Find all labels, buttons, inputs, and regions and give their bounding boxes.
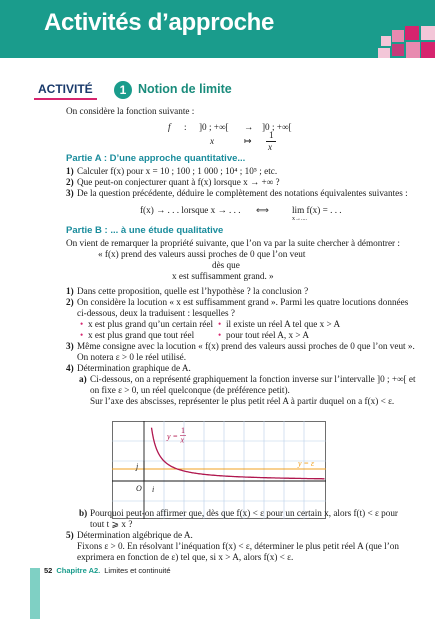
part-b-q5-number: 5) (66, 530, 74, 540)
decor-square (406, 42, 420, 58)
part-a-q2: Que peut-on conjecturer quant à f(x) lorsque x → +∞ ? (77, 177, 280, 187)
fn-den: x (268, 142, 273, 152)
bullet-icon: • (80, 319, 84, 329)
part-a-q1: Calculer f(x) pour x = 10 ; 100 ; 1 000 ; 10⁴ ; 10⁵ ; etc. (77, 166, 278, 176)
part-b-intro: On vient de remarquer la propriété suivante, que l’on va par la suite chercher à démontrer : (66, 238, 400, 248)
footer-accent-bar (30, 568, 40, 619)
part-b-quote-line2: dès que (212, 260, 240, 270)
part-b-q4a-line1: Ci-dessous, on a représenté graphiquement la fonction inverse sur l’intervalle ]0 ; +∞[ et (90, 374, 416, 384)
page-title: Activités d’approche (44, 9, 275, 36)
part-a-q3: De la question précédente, déduire le complètement des notations équivalentes suivantes : (77, 188, 408, 198)
part-b-q3-line1: Même consigne avec la locution « f(x) prend des valeurs aussi proches de 0 que l’on veut ». (77, 341, 415, 351)
page-footer (44, 566, 171, 575)
origin-label: O (136, 484, 142, 493)
part-b-q4a-line2: on fixe ε > 0, un réel quelconque (de préférence petit). (90, 385, 290, 395)
decor-square (421, 42, 435, 58)
footer-chapter: Chapitre A2. (56, 566, 101, 575)
footer-subject: Limites et continuité (104, 566, 171, 575)
epsilon-label: y = ε (298, 459, 315, 468)
part-b-q4b-line1: Pourquoi peut-on affirmer que, dès que f(x) < ε pour un certain x, alors f(t) < ε pour (90, 508, 398, 518)
curve-label-den: x (180, 435, 185, 445)
part-b-q4a-label: a) (79, 374, 87, 384)
bullet-item: x est plus grand qu’un certain réel (88, 319, 214, 329)
bullet-icon: • (218, 330, 222, 340)
part-b-q4b-label: b) (79, 508, 88, 518)
curve-label-num: 1 (181, 426, 185, 435)
part-b-q5: Détermination algébrique de A. (77, 530, 193, 540)
part-b-q1: Dans cette proposition, quelle est l’hypothèse ? la conclusion ? (77, 286, 309, 296)
part-a-title: Partie A : D’une approche quantitative... (66, 153, 246, 164)
part-b-q3-line2: On notera ε > 0 le réel utilisé. (77, 352, 187, 362)
notation-limit-subscript: x→.... (292, 216, 307, 222)
bullet-icon: • (218, 319, 222, 329)
part-b-quote-line1: « f(x) prend des valeurs aussi proches de 0 que l’on veut (98, 249, 306, 259)
part-b-q2-number: 2) (66, 297, 74, 307)
fn-colon: : (184, 122, 187, 132)
part-b-q3-number: 3) (66, 341, 74, 351)
bullet-icon: • (80, 330, 84, 340)
bullet-item: pour tout réel A, x > A (226, 330, 310, 340)
j-label: j⃗ (136, 462, 145, 471)
fn-codomain: ]0 ; +∞[ (262, 122, 292, 132)
fn-domain: ]0 ; +∞[ (199, 122, 229, 132)
part-b-q4-number: 4) (66, 363, 74, 373)
part-a-q2-number: 2) (66, 177, 74, 187)
page-number: 52 (44, 566, 53, 575)
fn-arrow: → (244, 122, 254, 132)
activity-number: 1 (114, 81, 132, 99)
part-b-q4: Détermination graphique de A. (77, 363, 191, 373)
part-b-title: Partie B : ... à une étude qualitative (66, 225, 224, 236)
decor-square (378, 48, 390, 58)
fn-mapsto: ↦ (244, 136, 252, 146)
fn-name: f (168, 122, 171, 132)
part-a-q3-number: 3) (66, 188, 74, 198)
part-a-q1-number: 1) (66, 166, 74, 176)
decor-square (392, 30, 404, 42)
activity-badge: ACTIVITÉ (34, 80, 97, 100)
equivalence-sign: ⟺ (256, 205, 270, 215)
intro-text: On considère la fonction suivante : (66, 106, 195, 116)
part-b-q1-number: 1) (66, 286, 74, 296)
bullet-item: il existe un réel A tel que x > A (226, 319, 341, 329)
decor-square (421, 26, 435, 40)
part-b-quote-line3: x est suffisamment grand. » (172, 271, 274, 281)
fn-var: x (210, 136, 215, 146)
fn-num: 1 (269, 130, 274, 140)
decor-square (405, 26, 419, 40)
part-b-q5-line1: Fixons ε > 0. En résolvant l’inéquation f(x) < ε, déterminer le plus petit réel A (que l’on (77, 541, 399, 551)
notation-left: f(x) → . . . lorsque x → . . . (140, 205, 241, 215)
decor-square (392, 44, 404, 56)
bullet-item: x est plus grand que tout réel (88, 330, 195, 340)
part-b-q2-line2: ci-dessous, deux la traduisent : lesquelles ? (77, 308, 235, 318)
decor-square (381, 36, 391, 46)
notation-right: lim f(x) = . . . (292, 205, 342, 215)
part-b-q5-line2: exprimera en fonction de ε) tel que, si x > A, alors f(x) < ε. (77, 552, 294, 562)
part-b-q2-line1: On considère la locution « x est suffisamment grand ». Parmi les quatre locutions données (77, 297, 409, 307)
i-label: i⃗ (152, 485, 161, 494)
curve-label-y: y = (167, 432, 178, 441)
part-b-q4b-line2: tout t ⩾ x ? (90, 519, 133, 529)
activity-title: Notion de limite (138, 82, 232, 96)
part-b-q4a-line3: Sur l’axe des abscisses, représenter le plus petit réel A à partir duquel on a f(x) < ε. (90, 396, 395, 406)
